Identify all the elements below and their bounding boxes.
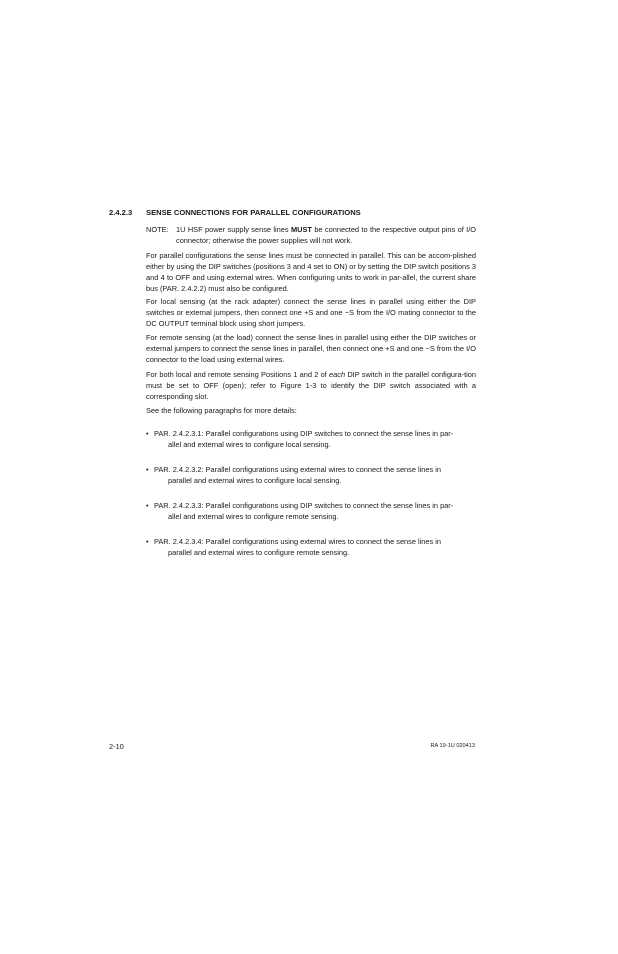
document-id: RA 19-1U 020413 xyxy=(430,743,475,749)
bullet-line-1: PAR. 2.4.2.3.1: Parallel configurations using DIP switches to connect the sense lines in par- xyxy=(154,429,454,438)
note-emphasis: MUST xyxy=(290,225,312,234)
bullet-line-1: PAR. 2.4.2.3.2: Parallel configurations using external wires to connect the sense lines in xyxy=(154,465,442,474)
para-both-end: DIP switch in the parallel configura-tion must be set to OFF (open); refer to Figure 1-3 to identify the DIP switch associated with a corresponding slot. xyxy=(146,370,476,401)
note-text-end: be connected to the respective output pins of I/O connector; otherwise the power supplies will not work. xyxy=(176,225,477,245)
paragraph-both-sensing xyxy=(146,369,476,402)
bullet-list xyxy=(146,428,476,572)
bullet-dot: • xyxy=(146,429,149,438)
bullet-dot: • xyxy=(146,465,149,474)
list-item xyxy=(146,464,476,486)
paragraph-parallel: For parallel configurations the sense lines must be connected in parallel. This can be accom-plished either by using the DIP switches (positions 3 and 4 set to ON) or by setting the DIP switch positions 3 and 4 to OFF and using external wires. When configuring units to work in par-allel, the current share bus (PAR. 2.4.2.2) must also be configured. xyxy=(146,251,477,293)
note-text xyxy=(176,224,476,246)
list-item xyxy=(146,500,476,522)
section-number: 2.4.2.3 xyxy=(109,208,133,217)
paragraph-remote-sensing: For remote sensing (at the load) connect the sense lines in parallel using either the DIP switches or external jumpers to connect the sense lines in parallel, then connect one +S and one −S from the I/O connector to the load using external wires. xyxy=(146,333,476,364)
note-text-start: 1U HSF power supply sense lines xyxy=(176,225,291,234)
para-both-start: For both local and remote sensing Positions 1 and 2 of xyxy=(146,370,330,379)
note-block xyxy=(146,224,476,246)
bullet-line-2: parallel and external wires to configure local sensing. xyxy=(168,476,342,485)
paragraph-local-sensing: For local sensing (at the rack adapter) connect the sense lines in parallel using either the DIP switches or external jumpers, then connect one +S and one −S from the I/O mating connector to the DC OUTPUT terminal block using short jumpers. xyxy=(146,297,476,328)
page-number: 2-10 xyxy=(109,742,124,751)
bullet-line-2: parallel and external wires to configure remote sensing. xyxy=(168,548,350,557)
list-item xyxy=(146,536,476,558)
note-label: NOTE: xyxy=(146,225,169,234)
bullet-line-1: PAR. 2.4.2.3.3: Parallel configurations using DIP switches to connect the sense lines in par- xyxy=(154,501,454,510)
bullet-dot: • xyxy=(146,501,149,510)
bullet-dot: • xyxy=(146,537,149,546)
bullet-line-1: PAR. 2.4.2.3.4: Parallel configurations using external wires to connect the sense lines in xyxy=(154,537,442,546)
para-both-italic: each xyxy=(329,370,346,379)
section-title: SENSE CONNECTIONS FOR PARALLEL CONFIGURATIONS xyxy=(146,208,361,217)
paragraph-see-following: See the following paragraphs for more details: xyxy=(146,406,297,415)
bullet-line-2: allel and external wires to configure remote sensing. xyxy=(168,512,339,521)
list-item xyxy=(146,428,476,450)
bullet-line-2: allel and external wires to configure local sensing. xyxy=(168,440,331,449)
